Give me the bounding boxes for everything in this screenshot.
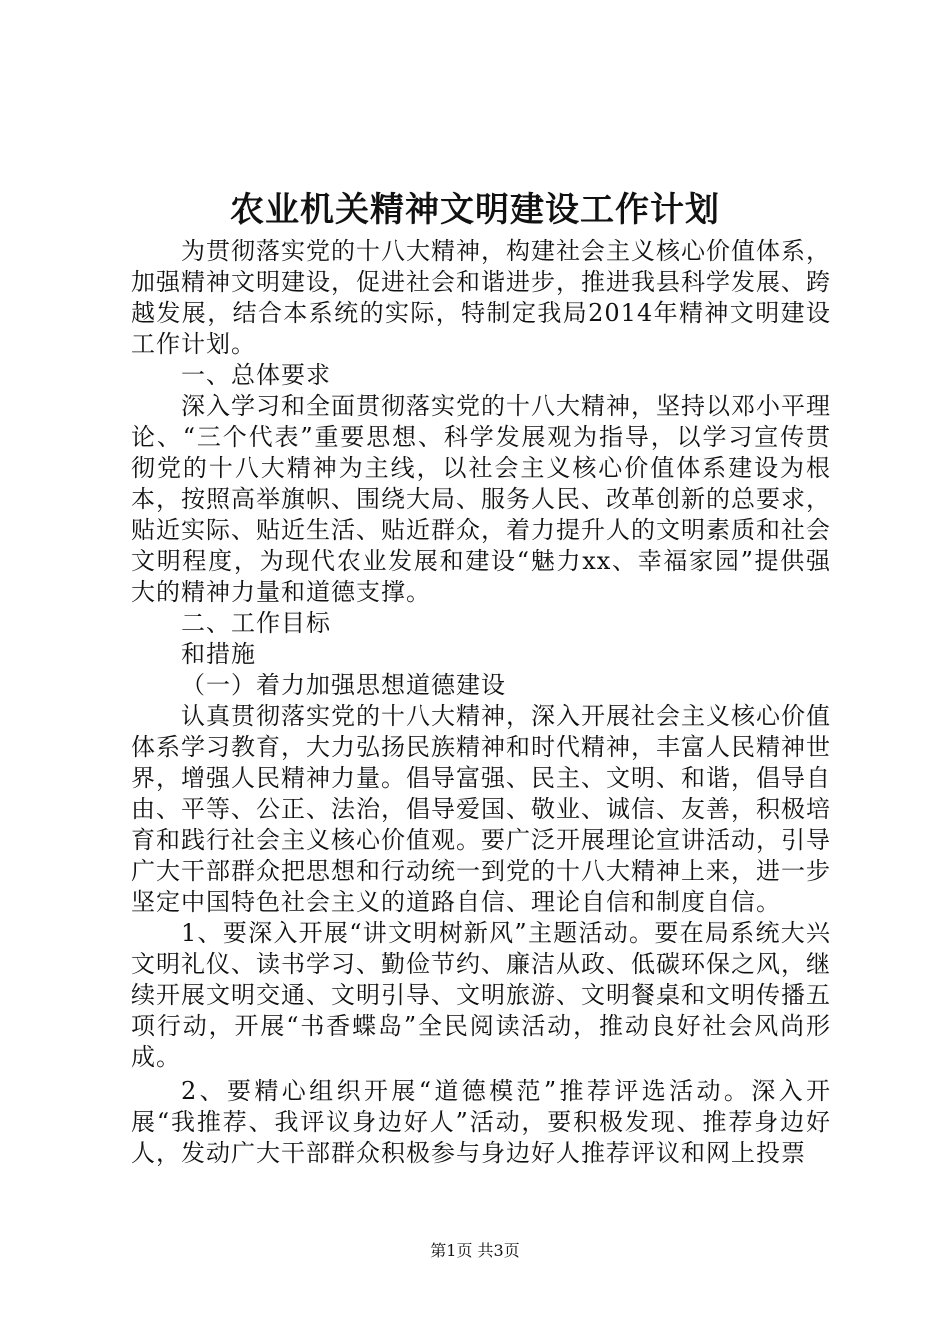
item-2-paragraph: 2、要精心组织开展“道德模范”推荐评选活动。深入开展“我推荐、我评议身边好人”活动，要积极发现、推荐身边好人，发动广大干部群众积极参与身边好人推荐评议和网上投票 bbox=[131, 1077, 831, 1167]
section-heading-general-requirements: 一、总体要求 bbox=[181, 361, 331, 389]
general-requirements-paragraph: 深入学习和全面贯彻落实党的十八大精神，坚持以邓小平理论、“三个代表”重要思想、科学发展观为指导，以学习宣传贯彻党的十八大精神为主线，以社会主义核心价值体系建设为根本，按照高举旗帜、围绕大局、服务人民、改革创新的总要求，贴近实际、贴近生活、贴近群众，着力提升人的文明素质和社会文明程度，为现代农业发展和建设“魅力xx、幸福家园”提供强大的精神力量和道德支撑。 bbox=[131, 392, 831, 606]
document-body bbox=[131, 236, 831, 1169]
page-number-footer: 第1页 共3页 bbox=[430, 1241, 520, 1260]
section-heading-work-goals: 二、工作目标 bbox=[181, 609, 331, 637]
intro-paragraph: 为贯彻落实党的十八大精神，构建社会主义核心价值体系，加强精神文明建设，促进社会和谐进步，推进我县科学发展、跨越发展，结合本系统的实际，特制定我局2014年精神文明建设工作计划。 bbox=[131, 237, 831, 358]
item-1-paragraph: 1、要深入开展“讲文明树新风”主题活动。要在局系统大兴文明礼仪、读书学习、勤俭节约、廉洁从政、低碳环保之风，继续开展文明交通、文明引导、文明旅游、文明餐桌和文明传播五项行动，开展“书香蝶岛”全民阅读活动，推动良好社会风尚形成。 bbox=[131, 919, 831, 1071]
subsection-heading-ideological-moral: （一）着力加强思想道德建设 bbox=[181, 671, 506, 699]
ideological-moral-paragraph: 认真贯彻落实党的十八大精神，深入开展社会主义核心价值体系学习教育，大力弘扬民族精神和时代精神，丰富人民精神世界，增强人民精神力量。倡导富强、民主、文明、和谐，倡导自由、平等、公正、法治，倡导爱国、敬业、诚信、友善，积极培育和践行社会主义核心价值观。要广泛开展理论宣讲活动，引导广大干部群众把思想和行动统一到党的十八大精神上来，进一步坚定中国特色社会主义的道路自信、理论自信和制度自信。 bbox=[131, 702, 831, 916]
section-heading-measures: 和措施 bbox=[181, 640, 256, 668]
document-title: 农业机关精神文明建设工作计划 bbox=[230, 190, 720, 230]
